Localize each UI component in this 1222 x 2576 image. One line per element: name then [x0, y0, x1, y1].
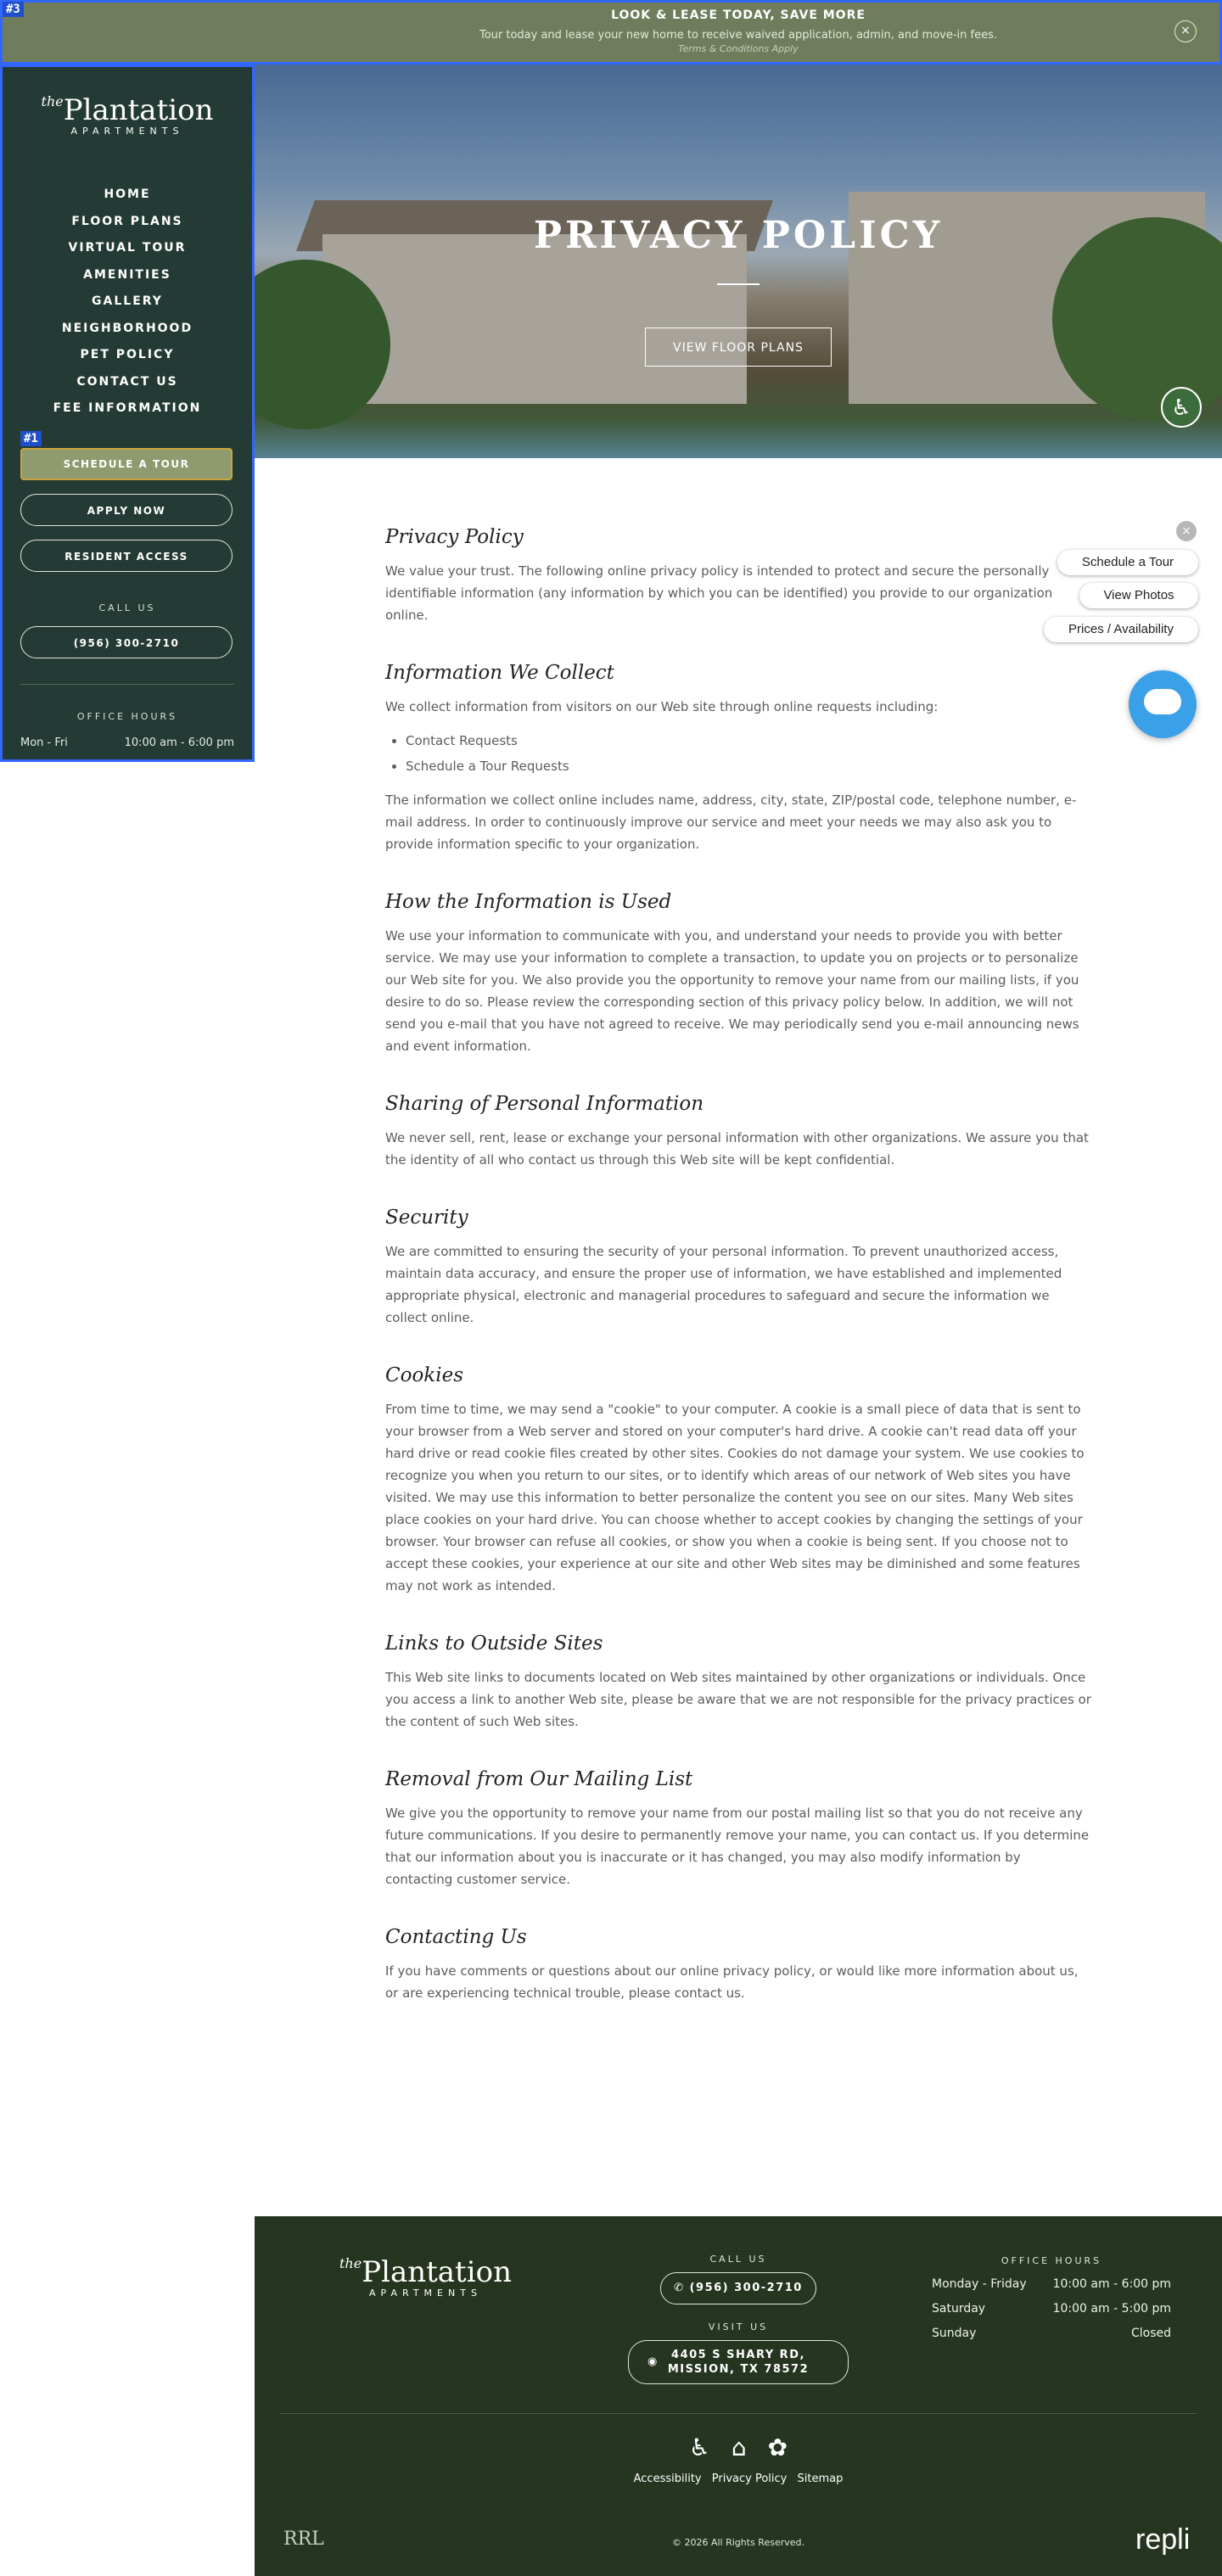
section-text: We never sell, rent, lease or exchange your personal information with other organizations. We assure you that the identity of all who contact us through this Web site will be kept confidential. — [385, 1130, 1089, 1168]
footer-hours-label: OFFICE HOURS — [1001, 2255, 1102, 2266]
policy-section — [385, 1768, 1091, 1890]
footer-phone-button[interactable] — [660, 2272, 816, 2304]
apply-now-button[interactable]: APPLY NOW — [20, 494, 233, 526]
chat-icon[interactable] — [1129, 670, 1197, 738]
nav-contact-us[interactable]: CONTACT US — [76, 374, 178, 389]
section-text: We collect information from visitors on our Web site through online requests including: — [385, 699, 939, 714]
hours-day: Monday - Friday — [932, 2277, 1027, 2291]
brand-logo[interactable] — [0, 93, 255, 137]
schedule-tour-button[interactable]: SCHEDULE A TOUR — [20, 448, 233, 480]
annotation-tag: #1 — [20, 431, 42, 446]
section-text: If you have comments or questions about our online privacy policy, or would like more information about us, or are experiencing technical trouble, please contact us. — [385, 1963, 1079, 2001]
nav-pet-policy[interactable]: PET POLICY — [80, 348, 175, 361]
hours-day: Saturday — [932, 2302, 986, 2316]
banner-title: LOOK & LEASE TODAY, SAVE MORE — [611, 8, 866, 22]
hero-overlay — [255, 64, 1222, 458]
footer-link-sitemap[interactable]: Sitemap — [797, 2472, 844, 2485]
sidebar — [0, 64, 255, 762]
sidebar-hours-row — [20, 736, 234, 749]
phone-icon: ✆ — [674, 2282, 685, 2294]
policy-section — [385, 1093, 1091, 1171]
section-text: The information we collect online includes name, address, city, state, ZIP/postal code, telephone number, e-mail address. In order to continuously improve our service and meet your needs we may also ask you to provide information specific to your organization. — [385, 792, 1077, 852]
accessibility-widget-icon[interactable]: ♿ — [1161, 387, 1202, 428]
view-photos-pill[interactable]: View Photos — [1079, 583, 1198, 608]
logo-name: Plantation — [63, 93, 214, 127]
footer-phone: (956) 300-2710 — [689, 2282, 803, 2294]
section-text: From time to time, we may send a "cookie" to your computer. A cookie is a small piece of data that is sent to your browser from a Web server and stored on your computer's hard drive. A cookie can't read data off your hard drive or read cookie files created by other sites. Cookies do not damage your system. We use cookies to recognize you when you return to our sites, or to identify which areas of our network of Web sites you have visited. We may use this information to better personalize the content you see on our sites. Many Web sites place cookies on your hard drive. You can choose whether to accept cookies by changing the settings of your browser. Your browser can refuse all cookies, or show you when a cookie is being sent. If you choose not to accept these cookies, your experience at our site and other Web sites may be diminished and some features may not work as intended. — [385, 1402, 1085, 1593]
policy-section — [385, 1632, 1091, 1733]
map-pin-icon: ◉ — [647, 2355, 659, 2368]
equal-housing-icon: ⌂ — [731, 2433, 747, 2461]
site-footer — [255, 2216, 1222, 2576]
policy-section — [385, 662, 1091, 855]
logo-sub: APARTMENTS — [369, 2288, 482, 2299]
widget-close-icon[interactable]: × — [1176, 521, 1197, 541]
nav-home[interactable]: HOME — [104, 188, 151, 201]
logo-sub: APARTMENTS — [70, 126, 184, 137]
address-line-2: MISSION, TX 78572 — [667, 2363, 810, 2376]
section-text: We give you the opportunity to remove your name from our postal mailing list so that you do not receive any future communications. If you desire to permanently remove your name, you can contact us. If you determine that our information about you is inaccurate or it has changed, you may also modify information by contacting customer service. — [385, 1806, 1090, 1887]
footer-hours-row — [932, 2302, 1171, 2316]
prices-availability-pill[interactable]: Prices / Availability — [1044, 617, 1198, 642]
footer-hours-row — [932, 2327, 1171, 2340]
banner-terms-link[interactable]: Terms & Conditions Apply — [678, 43, 799, 54]
banner-subtitle: Tour today and lease your new home to receive waived application, admin, and move-in fees. — [479, 29, 998, 42]
section-heading: Removal from Our Mailing List — [385, 1768, 693, 1790]
nav-amenities[interactable]: AMENITIES — [83, 267, 171, 282]
address-line-1: 4405 S SHARY RD, — [671, 2349, 805, 2361]
section-heading: Security — [385, 1207, 468, 1229]
repli-logo[interactable]: repli — [1135, 2523, 1191, 2556]
policy-section — [385, 526, 1091, 626]
policy-section — [385, 1207, 1091, 1329]
footer-divider — [280, 2413, 1197, 2414]
hours-time: Closed — [1130, 2327, 1171, 2340]
schedule-tour-pill[interactable]: Schedule a Tour — [1057, 550, 1198, 575]
chat-bubble-inner — [1144, 689, 1181, 714]
footer-address-button[interactable] — [628, 2340, 849, 2384]
page-title: PRIVACY POLICY — [533, 214, 944, 257]
hours-time: 10:00 am - 6:00 pm — [1052, 2277, 1171, 2291]
footer-call-label: CALL US — [709, 2254, 767, 2265]
hours-time: 10:00 am - 6:00 pm — [124, 736, 234, 749]
nav-gallery[interactable]: GALLERY — [92, 294, 163, 308]
hours-day: Mon - Fri — [20, 736, 68, 749]
footer-hours-row — [932, 2277, 1171, 2291]
collection-list — [385, 728, 1091, 779]
logo-name: Plantation — [362, 2255, 512, 2289]
footer-link-privacy[interactable]: Privacy Policy — [711, 2472, 788, 2485]
copyright: © 2026 All Rights Reserved. — [671, 2537, 804, 2548]
paw-icon: ✿ — [767, 2433, 788, 2461]
nav-floor-plans[interactable]: FLOOR PLANS — [71, 214, 183, 228]
section-heading: Sharing of Personal Information — [385, 1093, 704, 1115]
nav-virtual-tour[interactable]: VIRTUAL TOUR — [68, 241, 187, 255]
title-underline — [717, 283, 760, 285]
hero-banner — [255, 64, 1222, 458]
section-text: We are committed to ensuring the security of your personal information. To prevent unauthorized access, maintain data accuracy, and ensure the proper use of information, we have established and implemented appropriate physical, electronic and managerial procedures to safeguard and secure the information we collect online. — [385, 1244, 1062, 1325]
section-text: We use your information to communicate with you, and understand your needs to provide you with better service. We may use your information to complete a transaction, to update you on projects or to personalize our Web site for you. We also provide you the opportunity to remove your name from our mailing lists, if you desire to do so. Please review the corresponding section of this privacy policy below. In addition, we will not send you e-mail that you have not agreed to receive. We may periodically send you e-mail announcing news and event information. — [385, 928, 1079, 1054]
policy-section — [385, 1926, 1091, 2004]
policy-content — [385, 526, 1091, 2040]
nav-neighborhood[interactable]: NEIGHBORHOOD — [61, 321, 193, 335]
section-heading: Cookies — [385, 1364, 463, 1386]
section-text: We value your trust. The following online privacy policy is intended to protect and secure the personally identifiable information (any information by which you can be identified) you provide to our organization online. — [385, 563, 1053, 623]
list-item: • Contact Requests — [406, 728, 1091, 753]
footer-visit-label: VISIT US — [708, 2321, 769, 2332]
footer-logo[interactable] — [339, 2255, 512, 2299]
resident-access-button[interactable]: RESIDENT ACCESS — [20, 540, 233, 572]
footer-icons — [255, 2433, 1222, 2461]
rrl-logo[interactable]: RRL — [283, 2528, 324, 2550]
section-heading: Privacy Policy — [385, 526, 524, 548]
logo-the: the — [339, 2255, 362, 2271]
section-heading: Contacting Us — [385, 1926, 527, 1948]
footer-links — [255, 2472, 1222, 2485]
policy-section — [385, 891, 1091, 1057]
sidebar-divider — [20, 684, 234, 685]
nav-fee-information[interactable]: FEE INFORMATION — [53, 401, 202, 415]
banner-close-icon[interactable]: × — [1174, 20, 1197, 42]
list-item: • Schedule a Tour Requests — [406, 753, 1091, 779]
section-text: This Web site links to documents located on Web sites maintained by other organizations or individuals. Once you access a link to another Web site, please be aware that we are not responsible for the privacy practices or the content of such Web sites. — [385, 1670, 1091, 1729]
accessibility-icon: ♿ — [688, 2433, 711, 2461]
policy-section — [385, 1364, 1091, 1597]
office-hours-label: OFFICE HOURS — [76, 711, 178, 722]
section-heading: Links to Outside Sites — [385, 1632, 603, 1655]
announcement-banner — [0, 0, 1222, 64]
hours-time: 10:00 am - 5:00 pm — [1052, 2302, 1171, 2316]
hours-day: Sunday — [932, 2327, 977, 2340]
annotation-tag: #3 — [3, 2, 24, 17]
footer-link-accessibility[interactable]: Accessibility — [633, 2472, 702, 2485]
section-heading: Information We Collect — [385, 662, 614, 684]
main-nav — [0, 182, 255, 423]
call-us-label: CALL US — [98, 602, 156, 613]
section-heading: How the Information is Used — [385, 891, 672, 913]
logo-the: the — [41, 93, 64, 109]
view-floor-plans-button[interactable]: VIEW FLOOR PLANS — [645, 328, 832, 367]
sidebar-phone-button[interactable]: (956) 300-2710 — [20, 626, 233, 658]
